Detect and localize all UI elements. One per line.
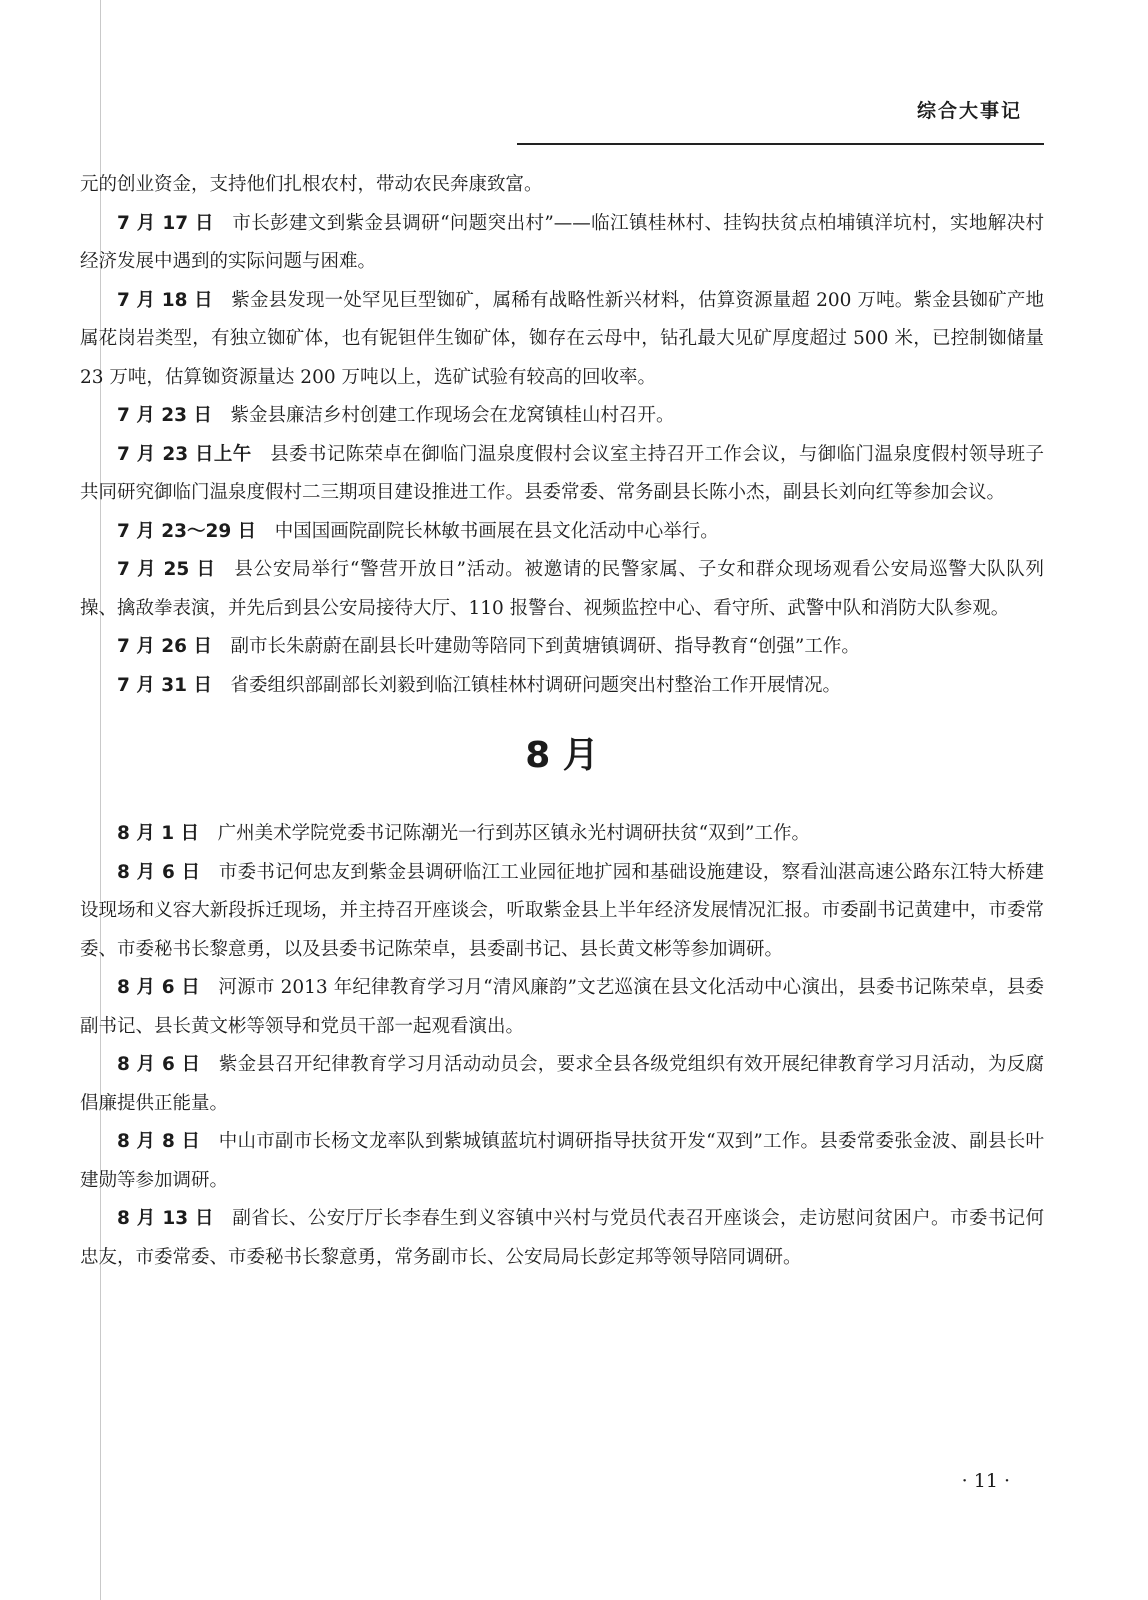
entry-paragraph (80, 397, 1044, 436)
page-body (80, 166, 1044, 1277)
entry-paragraph (80, 513, 1044, 552)
entry-paragraph (80, 854, 1044, 970)
entry-date: 8 月 8 日 (117, 1131, 201, 1152)
entry-text: 市委书记何忠友到紫金县调研临江工业园征地扩园和基础设施建设，察看汕湛高速公路东江特大桥建设现场和义容大新段拆迁现场，并主持召开座谈会，听取紫金县上半年经济发展情况汇报。市委副书记黄建中，市委常委、市委秘书长黎意勇，以及县委书记陈荣卓，县委副书记、县长黄文彬等参加调研。 (80, 861, 1044, 960)
entry-text: 河源市 2013 年纪律教育学习月“清风廉韵”文艺巡演在县文化活动中心演出，县委书记陈荣卓，县委副书记、县长黄文彬等领导和党员干部一起观看演出。 (80, 977, 1044, 1037)
entry-text: 县委书记陈荣卓在御临门温泉度假村会议室主持召开工作会议，与御临门温泉度假村领导班子共同研究御临门温泉度假村二三期项目建设推进工作。县委常委、常务副县长陈小杰，副县长刘向红等参加会议。 (80, 443, 1044, 503)
entry-date: 8 月 13 日 (117, 1208, 214, 1229)
entry-text: 紫金县发现一处罕见巨型铷矿，属稀有战略性新兴材料，估算资源量超 200 万吨。紫金县铷矿产地属花岗岩类型，有独立铷矿体，也有铌钽伴生铷矿体，铷存在云母中，钻孔最大见矿厚度超过 500 米，已控制铷储量 23 万吨，估算铷资源量达 200 万吨以上，选矿试验有较高的回收率。 (80, 289, 1044, 388)
entry-date: 7 月 26 日 (117, 636, 212, 657)
july-entries (80, 166, 1044, 705)
entry-text: 副市长朱蔚蔚在副县长叶建勋等陪同下到黄塘镇调研、指导教育“创强”工作。 (230, 636, 860, 657)
entry-text: 县公安局举行“警营开放日”活动。被邀请的民警家属、子女和群众现场观看公安局巡警大队队列操、擒敌拳表演，并先后到县公安局接待大厅、110 报警台、视频监控中心、看守所、武警中队和消防大队参观。 (80, 559, 1044, 619)
entry-date: 8 月 6 日 (117, 977, 200, 998)
entry-text: 紫金县廉洁乡村创建工作现场会在龙窝镇桂山村召开。 (230, 405, 675, 426)
entry-paragraph (80, 815, 1044, 854)
entry-text: 省委组织部副部长刘毅到临江镇桂林村调研问题突出村整治工作开展情况。 (230, 674, 841, 696)
entry-date: 8 月 6 日 (117, 1054, 201, 1075)
entry-paragraph (80, 667, 1044, 706)
entry-date: 7 月 23 日 (117, 405, 212, 426)
entry-text: 广州美术学院党委书记陈潮光一行到苏区镇永光村调研扶贫“双到”工作。 (217, 823, 810, 844)
running-head: 综合大事记 (916, 100, 1022, 122)
entry-date: 7 月 17 日 (117, 212, 214, 234)
entry-paragraph (80, 551, 1044, 628)
entry-paragraph (80, 436, 1044, 513)
entry-text: 元的创业资金，支持他们扎根农村，带动农民奔康致富。 (80, 174, 543, 195)
entry-paragraph (80, 1200, 1044, 1277)
august-entries (80, 815, 1044, 1277)
entry-paragraph (80, 205, 1044, 282)
page-number: · 11 · (961, 1470, 1010, 1492)
entry-date: 7 月 18 日 (117, 289, 213, 311)
entry-paragraph (80, 1046, 1044, 1123)
entry-paragraph (80, 969, 1044, 1046)
entry-text: 中国国画院副院长林敏书画展在县文化活动中心举行。 (274, 520, 719, 542)
entry-paragraph (80, 1123, 1044, 1200)
entry-date: 8 月 1 日 (117, 823, 200, 844)
entry-date: 7 月 31 日 (117, 674, 212, 696)
entry-text: 副省长、公安厅厅长李春生到义容镇中兴村与党员代表召开座谈会，走访慰问贫困户。市委书记何忠友，市委常委、市委秘书长黎意勇，常务副市长、公安局局长彭定邦等领导陪同调研。 (80, 1208, 1044, 1268)
entry-date: 8 月 6 日 (117, 861, 201, 883)
entry-text: 紫金县召开纪律教育学习月活动动员会，要求全县各级党组织有效开展纪律教育学习月活动，为反腐倡廉提供正能量。 (80, 1054, 1044, 1114)
entry-text: 中山市副市长杨文龙率队到紫城镇蓝坑村调研指导扶贫开发“双到”工作。县委常委张金波、副县长叶建勋等参加调研。 (80, 1131, 1044, 1191)
entry-paragraph (80, 628, 1044, 667)
entry-text: 市长彭建文到紫金县调研“问题突出村”——临江镇桂林村、挂钩扶贫点柏埔镇洋坑村，实地解决村经济发展中遇到的实际问题与困难。 (80, 212, 1044, 272)
entry-date: 7 月 25 日 (117, 559, 216, 580)
header-rule (517, 143, 1044, 145)
entry-paragraph (80, 282, 1044, 398)
entry-date: 7 月 23～29 日 (117, 520, 257, 542)
entry-date: 7 月 23 日上午 (117, 443, 252, 465)
entry-paragraph (80, 166, 1044, 205)
month-heading: 8 月 (525, 735, 599, 776)
